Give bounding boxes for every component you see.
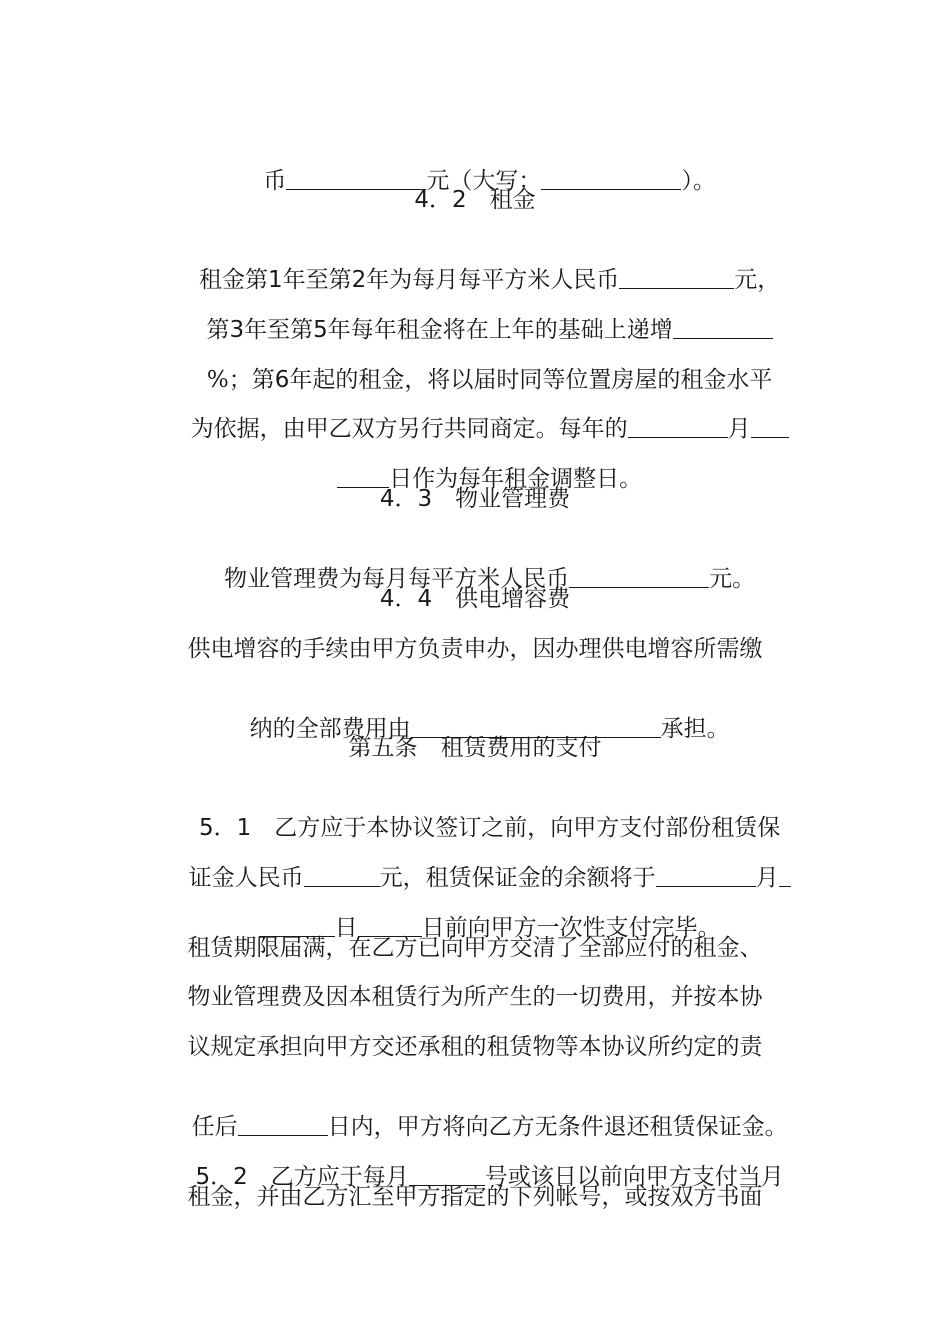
text-run: 纳的全部费用由	[249, 716, 411, 742]
text-line: 议规定承担向甲方交还承租的租赁物等本协议所约定的责	[187, 1034, 763, 1060]
text-run: 第	[206, 317, 230, 343]
number: 6	[274, 367, 290, 393]
text-run: 为依据，由甲乙双方另行共同商定。每年的	[190, 416, 628, 442]
text-run: 元，	[734, 267, 781, 293]
text-run: 乙方应于本协议签订之前，向甲方支付部份租赁保	[251, 815, 781, 841]
text-run: 物业管理费为每月每平方米人民币	[224, 566, 570, 592]
article-heading: 第五条 租赁费用的支付	[348, 735, 602, 761]
section-heading: 4．3 物业管理费	[379, 486, 571, 512]
text-run: 证金人民币	[188, 865, 304, 891]
text-run: 日内，甲方将向乙方无条件退还租赁保证金。	[327, 1114, 788, 1140]
text-run: 币	[263, 168, 287, 194]
text-run: 元。	[709, 566, 756, 592]
number: 1	[267, 267, 283, 293]
text-line: 租金，并由乙方汇至甲方指定的下列帐号，或按双方书面	[187, 1184, 763, 1210]
text-run: ）。	[681, 168, 716, 194]
text-run: 号或该日以前向甲方支付当月	[484, 1164, 784, 1190]
text-run: 月	[727, 416, 751, 442]
text-run: 日前向甲方一次性支付完毕。	[421, 915, 721, 941]
text-run: 乙方应于每月	[247, 1164, 409, 1190]
text-run: 年为每月每平方米人民币	[366, 267, 620, 293]
text-run: 承担。	[660, 716, 730, 742]
text-line: 物业管理费及因本租赁行为所产生的一切费用，并按本协	[187, 984, 763, 1010]
text-line: 租赁期限届满，在乙方已向甲方交清了全部应付的租金、	[187, 935, 763, 961]
clause-number: 5．1	[198, 815, 252, 841]
text-run: 年每年租金将在上年的基础上递增	[327, 317, 673, 343]
text-run: 日作为每年租金调整日。	[389, 466, 643, 492]
text-run: 年至第	[244, 317, 314, 343]
text-run: 元（大写：	[426, 168, 542, 194]
section-heading: 4．4 供电增容费	[379, 586, 571, 612]
text-run: 租金第	[198, 267, 268, 293]
clause-number: 5．2	[195, 1164, 248, 1190]
text-run: 日	[334, 915, 358, 941]
number: 2	[351, 267, 367, 293]
section-heading: 4．2 租金	[414, 187, 536, 213]
number: 3	[229, 317, 245, 343]
text-run: 月	[755, 865, 779, 891]
text-run: 元，租赁保证金的余额将于	[379, 865, 656, 891]
number: 5	[313, 317, 328, 343]
text-run: 年起的租金，将以届时同等位置房屋的租金水平	[289, 367, 773, 393]
text-run: 年至第	[282, 267, 352, 293]
text-run: 任后	[191, 1114, 238, 1140]
text-line: 供电增容的手续由甲方负责申办，因办理供电增容所需缴	[187, 636, 763, 662]
text-run: %；第	[206, 367, 275, 393]
